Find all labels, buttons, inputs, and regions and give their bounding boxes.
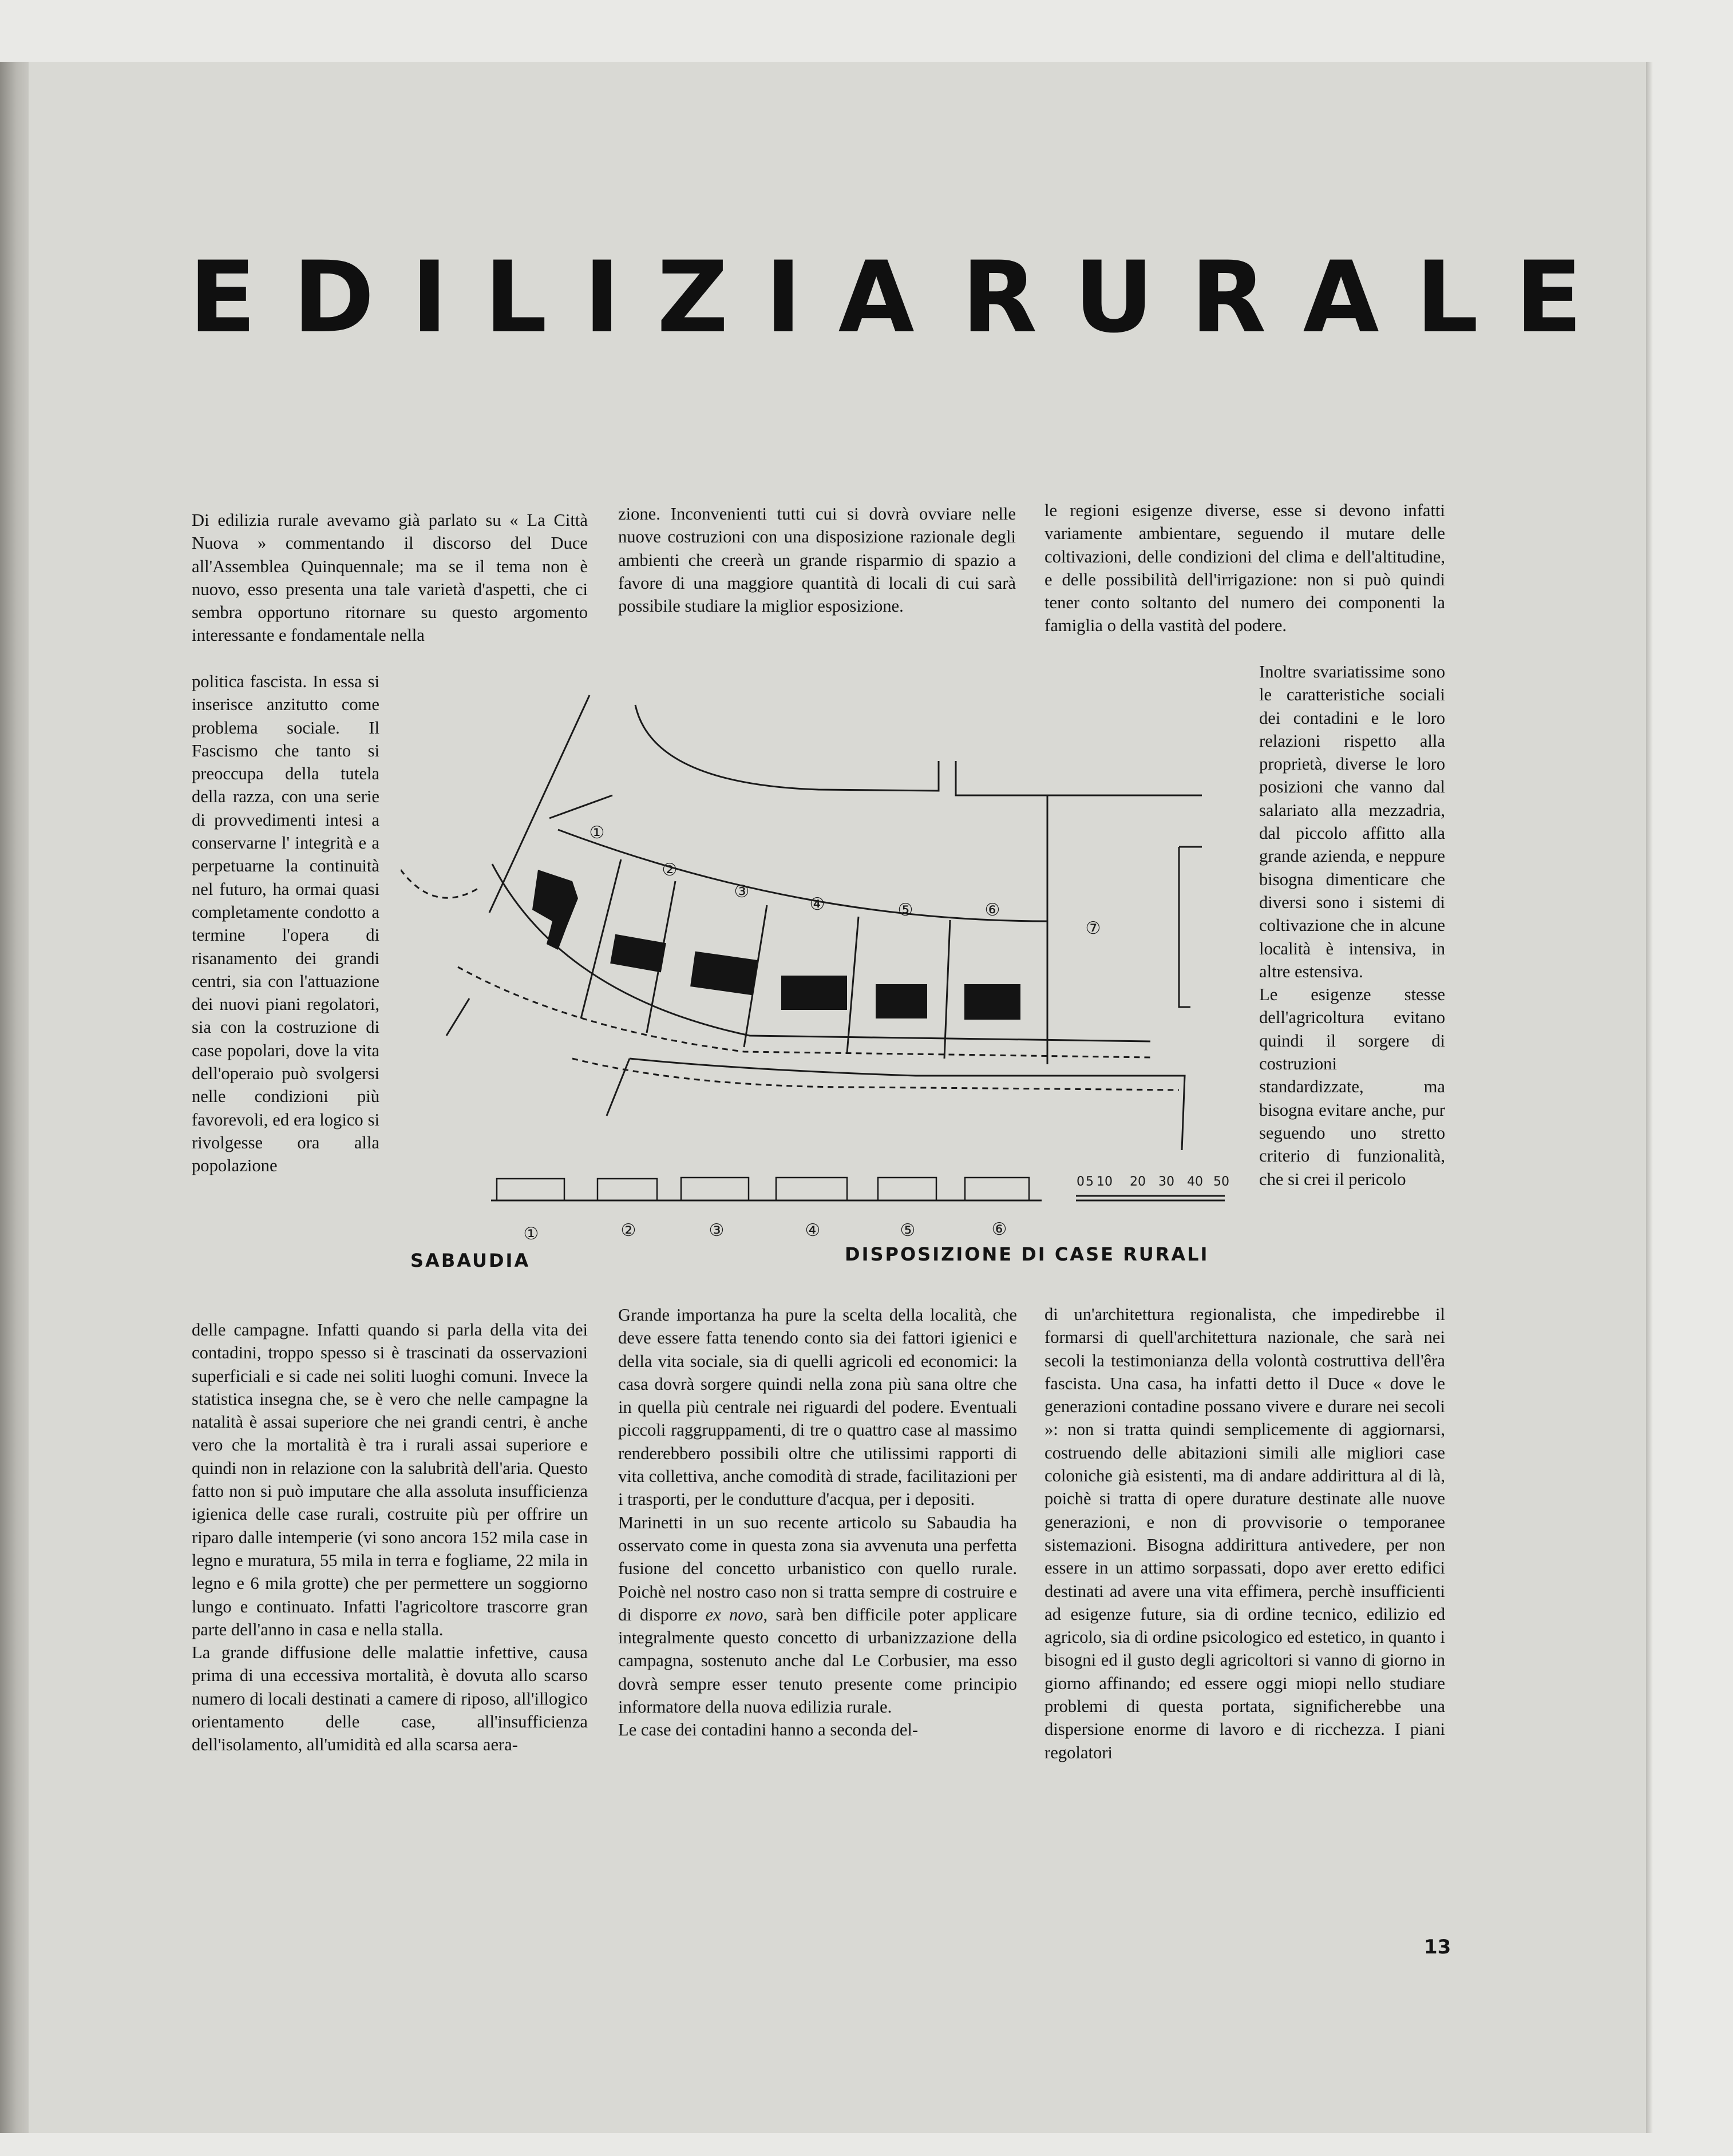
- tree-row: [401, 870, 481, 898]
- elevation-number-6: ⑥: [991, 1219, 1007, 1239]
- lot-number-5: ⑤: [897, 900, 913, 920]
- road-line: [1179, 847, 1190, 1007]
- scale-label-30: 30: [1158, 1175, 1174, 1189]
- column-1-body: [192, 1318, 588, 1907]
- scale-label-20: 20: [1130, 1175, 1146, 1189]
- lot-boundary: [492, 864, 1150, 1041]
- building-footprint: [876, 984, 927, 1018]
- road-line: [956, 761, 1202, 795]
- elevations: [497, 1178, 1029, 1200]
- column-2-p2-italic: ex novo: [705, 1604, 763, 1624]
- site-plan-drawing: [401, 681, 1242, 1282]
- column-1-narrow-text: politica fascista. In essa si inserisce anzitutto come problema sociale. Il Fascismo che tanto si preoccupa della tutela della razza, con una serie di provvedimenti intesi a conservarne l' integrità e a perpetuarne la continuità nel futuro, ha ormai quasi completamente condotto a termine l'opera di risanamento dei grandi centri, sia con l'attuazione dei nuovi piani regolatori, sia con la costruzione di case popolari, dove la vita dell'operaio può svolgersi nelle condizioni più favorevoli, ed era logico si rivolgesse ora alla popolazione: [192, 672, 379, 1176]
- building-footprint: [532, 870, 578, 950]
- column-3-top: [1044, 499, 1445, 660]
- scale-label-40: 40: [1187, 1175, 1203, 1189]
- building-footprint: [964, 984, 1020, 1020]
- lot-boundary: [847, 917, 858, 1053]
- lot-number-6: ⑥: [984, 900, 1000, 920]
- column-3-body-text: di un'architettura regionalista, che impedirebbe il formarsi di quell'architettura nazionale, che sarà nei secoli la testimonianza della volontà costruttiva dell'êra fascista. Una casa, ha infatti detto il Duce « dove le generazioni contadine possano vivere e durare nei secoli »: non si tratta quindi semplicemente di aggiornarsi, costruendo delle abitazioni simili alle migliori case coloniche già esistenti, ma di andare addirittura al di là, poichè si tratta di opere durature destinate alle nuove generazioni, e non di provvisorie o temporanee sistemazioni. Bisogna addirittura antivedere, per non essere in un attimo sorpassati, dopo aver eretto edifici destinati ad avere una vita effimera, perchè insufficienti ad esigenze future, sia di ordine tecnico, edilizio ed agricolo, sia di ordine psicologico ed estetico, in quanto i bisogni ed il gusto degli agricoltori si vanno di giorno in giorno affinando; ed essere oggi miopi nello studiare problemi di questa portata, significherebbe una dispersione enorme di lavoro e di ricchezza. I piani regolatori: [1044, 1305, 1445, 1762]
- figure-caption-disposizione: DISPOSIZIONE DI CASE RURALI: [845, 1243, 1209, 1265]
- elevation-4: [776, 1178, 847, 1200]
- road-line: [446, 998, 469, 1036]
- column-1-intro: [192, 509, 588, 670]
- column-3-body: [1044, 1303, 1445, 1909]
- elevation-6: [965, 1178, 1029, 1200]
- scale-label-5: 5: [1086, 1175, 1094, 1189]
- lot-number-2: ②: [662, 860, 678, 880]
- lot-number-4: ④: [809, 894, 825, 914]
- column-2-p2-end: , sarà ben difficile poter applicare integralmente questo concetto di urbanizzazione della campagna, sostenuto anche dal Le Corbusier, ma esso dovrà sempre esser tenuto presente come principio informatore della nuova edilizia rurale.: [618, 1604, 1017, 1717]
- building-footprint: [781, 976, 847, 1010]
- column-1-body-text: delle campagne. Infatti quando si parla della vita dei contadini, troppo spesso si è trascinati da osservazioni superficiali e si cade nei soliti luoghi comuni. Invece la statistica insegna che, se è vero che nelle campagne la natalità è assai superiore che nei grandi centri, è anche vero che la mortalità è tra i rurali assai superiore e quindi non in relazione con la salubrità dell'aria. Questo fatto non si può imputare che alla assoluta insufficienza igienica delle case rurali, costruite più per offrire un riparo dalle intemperie (vi sono ancora 152 mila case in legno e muratura, 55 mila in terra e fogliame, 22 mila in legno e 6 mila grotte) che per permettere un soggiorno lungo e continuato. Infatti l'agricoltore trascorre gran parte dell'anno in casa e nella stalla.: [192, 1320, 588, 1639]
- lot-number-1: ①: [589, 823, 605, 843]
- lot-boundary: [549, 795, 612, 818]
- elevation-number-5: ⑤: [900, 1220, 916, 1241]
- column-2-paragraph-1: Grande importanza ha pure la scelta della località, che deve essere fatta tenendo conto sia dei fattori igienici e della vita sociale, sia di quelli agricoli ed economici: la casa dovrà sorgere quindi nella zona più sana oltre che in quella più centrale nei riguardi del podere. Eventuali piccoli raggruppamenti, di tre o quattro case al massimo renderebbero possibili oltre che utilissimi rapporti di vita collettiva, anche comodità di strade, facilitazioni per i trasporti, per le condutture d'acqua, per i depositi.: [618, 1305, 1017, 1509]
- lot-boundary: [558, 795, 1047, 921]
- column-2-paragraph-3: Le case dei contadini hanno a seconda del-: [618, 1720, 919, 1740]
- elevation-number-3: ③: [709, 1220, 725, 1241]
- elevation-number-1: ①: [523, 1224, 539, 1244]
- elevation-2: [598, 1179, 657, 1200]
- column-2-p2-start: Marinetti in un suo recente articolo su Sabaudia ha osservato come in questa zona sia avvenuta una perfetta fusione del concetto urbanistico con quello rurale. Poichè nel nostro caso non si tratta sempre di costruire e di disporre: [618, 1512, 1017, 1624]
- column-1-narrow: [192, 670, 379, 1318]
- elevation-3: [681, 1178, 749, 1200]
- column-2-top: [618, 502, 1016, 668]
- column-2-body: [618, 1303, 1017, 1896]
- road-line: [607, 1059, 630, 1116]
- column-2-top-text: zione. Inconvenienti tutti cui si dovrà ovviare nelle nuove costruzioni con una disposizione razionale degli ambienti che creerà un grande risparmio di spazio a favore di una maggiore quantità di locali di cui sarà possibile studiare la miglior esposizione.: [618, 504, 1016, 616]
- scale-label-10: 10: [1097, 1175, 1113, 1189]
- page-number: 13: [1424, 1936, 1451, 1959]
- building-footprint: [690, 952, 758, 996]
- scale-bar: [1076, 1196, 1225, 1200]
- lot-number-3: ③: [734, 882, 750, 902]
- lot-number-7: ⑦: [1085, 918, 1101, 938]
- column-3-top-text: le regioni esigenze diverse, esse si devono infatti variamente ambientare, seguendo il mutare delle coltivazioni, delle condizioni del clima e dell'altitudine, e delle possibilità dell'irrigazione: non si può quindi tener conto soltanto del numero dei componenti la famiglia o della vastità del podere.: [1044, 501, 1445, 636]
- column-3-narrow-text-2: Le esigenze stesse dell'agricoltura evitano quindi il sorgere di costruzioni standardizzate, ma bisogna evitare anche, pur seguendo uno stretto criterio di funzionalità, che si crei il pericolo: [1259, 985, 1445, 1189]
- column-3-narrow: [1259, 660, 1445, 1303]
- column-1-intro-text: Di edilizia rurale avevamo già parlato su « La Città Nuova » commentando il discorso del Duce all'Assemblea Quinquennale; ma se il tema non è nuovo, esso presenta una tale varietà d'aspetti, che ci sembra opportuno ritornare su questo argomento interessante e fondamentale nella: [192, 510, 588, 645]
- page-edge-shadow: [1646, 62, 1653, 2133]
- title-word-rurale: RURALE: [962, 240, 1619, 355]
- column-2-paragraph-2: [618, 1511, 1017, 1719]
- column-3-narrow-text-1: Inoltre svariatissime sono le caratteristiche sociali dei contadini e le loro relazioni rispetto alla proprietà, diverse le loro posizioni che vanno dal salariato alla mezzadria, dal piccolo affitto alla grande azienda, e neppure bisogna dimenticare che diversi sono i sistemi di coltivazione che in alcune località è intensiva, in altre estensiva.: [1259, 662, 1445, 981]
- road-line: [630, 1059, 1185, 1150]
- figure-caption-sabaudia: SABAUDIA: [410, 1250, 531, 1271]
- elevation-5: [878, 1178, 936, 1200]
- building-footprint: [610, 934, 666, 973]
- scale-label-50: 50: [1213, 1175, 1229, 1189]
- elevation-number-4: ④: [805, 1220, 821, 1241]
- title-word-edilizia: EDILIZIA: [189, 240, 951, 355]
- elevation-number-2: ②: [620, 1220, 636, 1241]
- elevation-1: [497, 1179, 564, 1200]
- scale-label-0: 0: [1077, 1175, 1085, 1189]
- road-line: [635, 705, 939, 791]
- column-1-body-text-2: La grande diffusione delle malattie infettive, causa prima di una eccessiva mortalità, è dovuta allo scarso numero di locali destinati a camere di riposo, all'illogico orientamento delle case, all'insufficienza dell'isolamento, all'umidità ed alla scarsa aera-: [192, 1643, 588, 1755]
